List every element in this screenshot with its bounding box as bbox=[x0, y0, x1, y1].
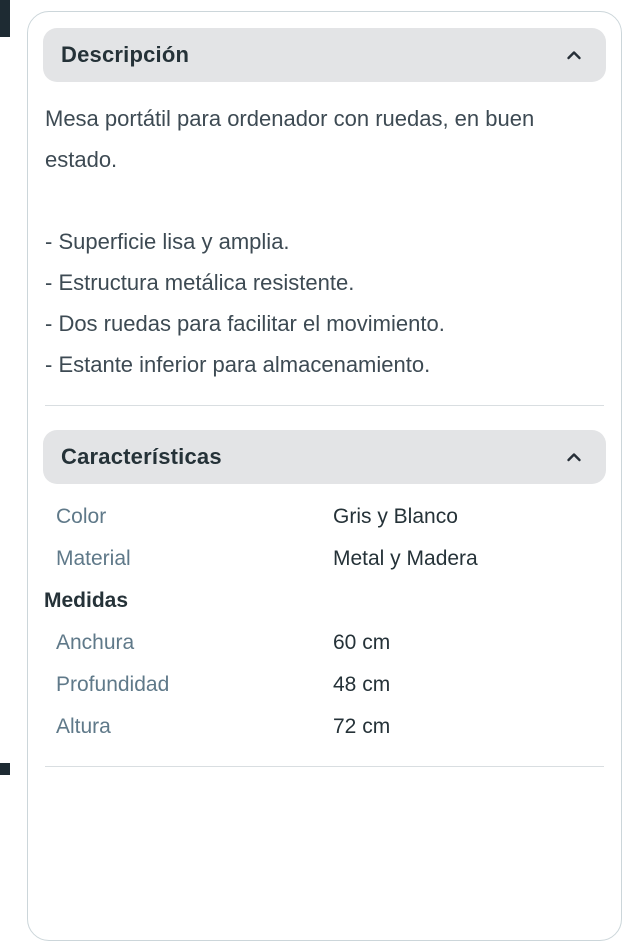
attribute-row-material bbox=[43, 538, 606, 580]
left-edge-accent-top bbox=[0, 0, 10, 37]
description-bullet: - Superficie lisa y amplia. bbox=[45, 229, 290, 254]
description-bullet: - Dos ruedas para facilitar el movimiento. bbox=[45, 311, 445, 336]
attribute-row-width bbox=[43, 622, 606, 664]
attribute-label: Profundidad bbox=[56, 673, 170, 696]
bottom-divider bbox=[45, 766, 604, 767]
description-spacer bbox=[45, 180, 606, 221]
description-body bbox=[45, 98, 606, 385]
description-section-title: Descripción bbox=[61, 42, 190, 67]
characteristics-section-header[interactable] bbox=[43, 430, 606, 484]
attribute-row-depth bbox=[43, 664, 606, 706]
chevron-up-icon bbox=[564, 447, 584, 467]
attribute-value: 72 cm bbox=[333, 715, 391, 738]
chevron-up-icon bbox=[564, 45, 584, 65]
attribute-label: Altura bbox=[56, 715, 111, 738]
product-details-card bbox=[27, 11, 622, 941]
characteristics-list bbox=[43, 496, 606, 767]
attribute-value: Metal y Madera bbox=[333, 547, 478, 570]
description-paragraph: Mesa portátil para ordenador con ruedas, en buen estado. bbox=[45, 106, 535, 172]
attribute-label: Material bbox=[56, 547, 131, 570]
characteristics-section-title: Características bbox=[61, 444, 222, 469]
attribute-value: 48 cm bbox=[333, 673, 391, 696]
attribute-label: Anchura bbox=[56, 631, 135, 654]
description-bullet: - Estructura metálica resistente. bbox=[45, 270, 355, 295]
section-divider bbox=[45, 405, 604, 406]
attribute-row-height bbox=[43, 706, 606, 748]
measurements-subheading: Medidas bbox=[44, 589, 129, 612]
description-bullet: - Estante inferior para almacenamiento. bbox=[45, 352, 431, 377]
attribute-label: Color bbox=[56, 505, 107, 528]
description-section-header[interactable] bbox=[43, 28, 606, 82]
attribute-value: Gris y Blanco bbox=[333, 505, 458, 528]
attribute-row-color bbox=[43, 496, 606, 538]
attribute-value: 60 cm bbox=[333, 631, 391, 654]
left-edge-accent-bottom bbox=[0, 763, 10, 775]
